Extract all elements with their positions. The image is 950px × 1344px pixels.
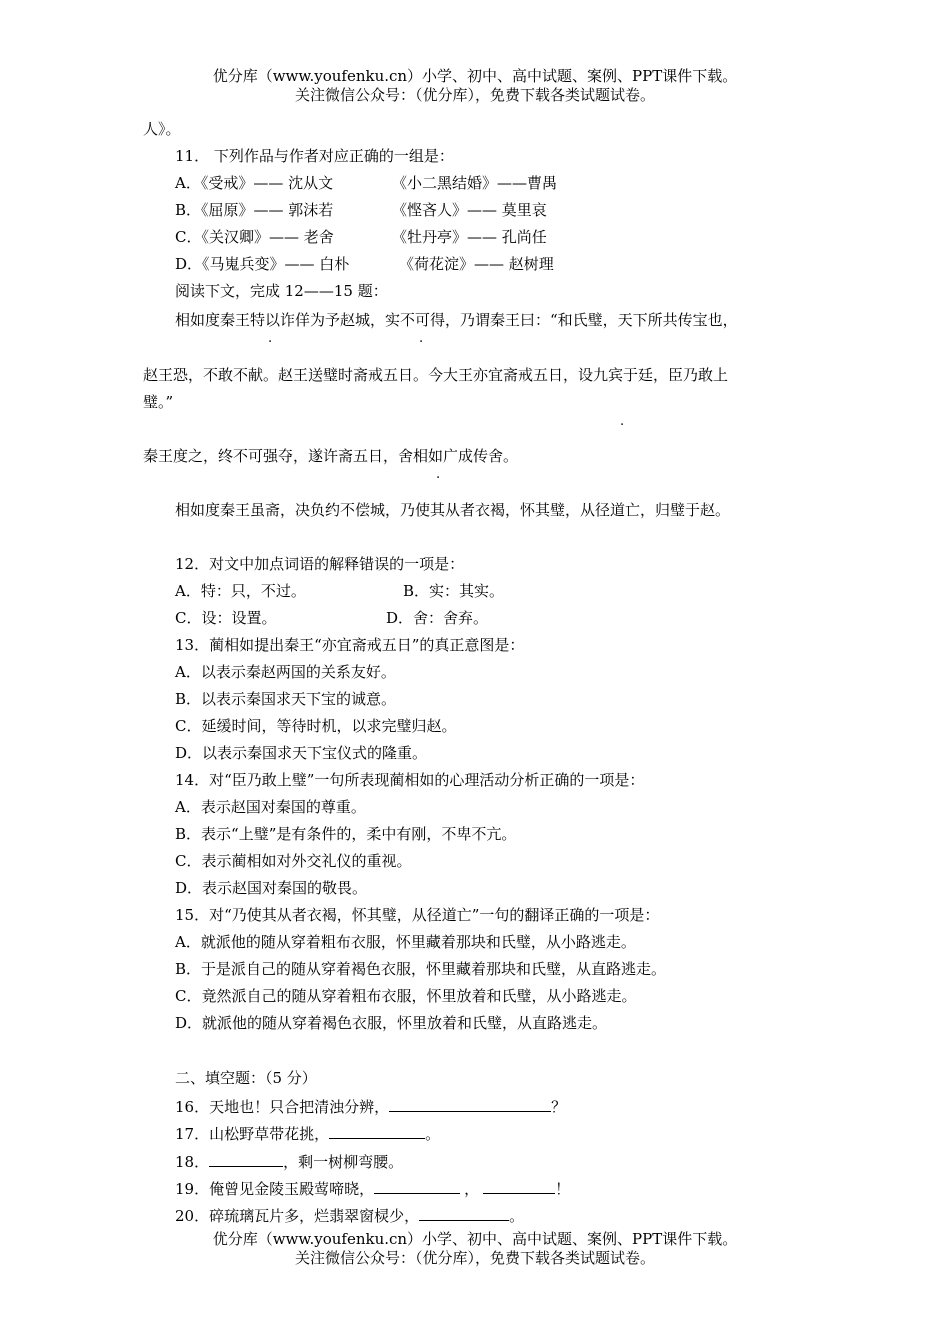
q13-option-c: C．延缓时间，等待时机，以求完璧归赵。 bbox=[175, 717, 457, 735]
q11-option-c: C．《关汉卿》—— 老舍 bbox=[175, 228, 334, 246]
q18-text: 18． bbox=[175, 1153, 210, 1171]
q13-option-a: A．以表示秦赵两国的关系友好。 bbox=[175, 663, 396, 681]
reading-paragraph-2: 秦王度之，终不可强夺，遂许斋五日，舍相如广成传舍。 bbox=[143, 447, 519, 465]
q12-option-b: B．实：其实。 bbox=[403, 582, 505, 600]
q20-line bbox=[175, 1204, 524, 1226]
q16-text: 16．天地也！只合把清浊分辨， bbox=[175, 1098, 390, 1116]
header-line-2: 关注微信公众号：（优分库），免费下载各类试题试卷。 bbox=[294, 86, 655, 104]
q15-option-b: B．于是派自己的随从穿着褐色衣服，怀里藏着那块和氏璧，从直路逃走。 bbox=[175, 960, 667, 978]
emphasis-dot: . bbox=[419, 331, 424, 346]
q13-option-b: B．以表示秦国求天下宝的诚意。 bbox=[175, 690, 397, 708]
section-2-title: 二、填空题：（5 分） bbox=[175, 1069, 317, 1087]
footer-line-2: 关注微信公众号：（优分库），免费下载各类试题试卷。 bbox=[294, 1249, 655, 1267]
q11-option-c-pair: 《牡丹亭》—— 孔尚任 bbox=[392, 228, 547, 246]
q12-stem: 12．对文中加点词语的解释错误的一项是： bbox=[175, 555, 465, 573]
emphasis-dot: . bbox=[268, 331, 273, 346]
q15-option-d: D．就派他的随从穿着褐色衣服，怀里放着和氏璧，从直路逃走。 bbox=[175, 1014, 608, 1032]
q11-option-a-pair: 《小二黑结婚》——曹禺 bbox=[392, 174, 558, 192]
q16-end: ？ bbox=[551, 1098, 567, 1116]
q13-option-d: D．以表示秦国求天下宝仪式的隆重。 bbox=[175, 744, 428, 762]
reading-paragraph-3: 相如度秦王虽斋，决负约不偿城，乃使其从者衣褐，怀其璧，从径道亡，归璧于赵。 bbox=[175, 501, 731, 519]
q20-end: 。 bbox=[509, 1207, 525, 1225]
q15-option-a: A．就派他的随从穿着粗布衣服，怀里藏着那块和氏璧，从小路逃走。 bbox=[175, 933, 636, 951]
q19-end: ！ bbox=[555, 1180, 571, 1198]
q16-line bbox=[175, 1095, 566, 1117]
q11-option-d-pair: 《荷花淀》—— 赵树理 bbox=[399, 255, 554, 273]
q12-option-d: D．舍：舍弃。 bbox=[386, 609, 489, 627]
q11-option-b: B．《屈原》—— 郭沫若 bbox=[175, 201, 334, 219]
q20-text: 20．碎琉璃瓦片多，烂翡翠窗棂少， bbox=[175, 1207, 420, 1225]
q13-stem: 13．蔺相如提出秦王“亦宜斋戒五日”的真正意图是： bbox=[175, 636, 525, 654]
q17-line bbox=[175, 1122, 440, 1144]
q11-stem: 11． 下列作品与作者对应正确的一组是： bbox=[175, 147, 454, 165]
q16-answer-blank[interactable] bbox=[389, 1095, 551, 1112]
q11-option-a: A．《受戒》—— 沈从文 bbox=[175, 174, 334, 192]
emphasis-dot: . bbox=[620, 414, 625, 429]
reading-paragraph-1-cont: 赵王恐，不敢不献。赵王送璧时斋戒五日。今大王亦宜斋戒五日，设九宾于廷，臣乃敢上 bbox=[143, 366, 729, 384]
reading-intro: 阅读下文，完成 12——15 题： bbox=[175, 282, 388, 300]
q19-line bbox=[175, 1177, 570, 1199]
q18-end: ，剩一树柳弯腰。 bbox=[283, 1153, 404, 1171]
q14-option-d: D．表示赵国对秦国的敬畏。 bbox=[175, 879, 368, 897]
emphasis-dot: . bbox=[436, 467, 441, 482]
q14-option-a: A．表示赵国对秦国的尊重。 bbox=[175, 798, 366, 816]
q12-option-c: C．设：设置。 bbox=[175, 609, 277, 627]
q17-text: 17．山松野草带花挑， bbox=[175, 1125, 330, 1143]
q19-text: 19．俺曾见金陵玉殿莺啼晓， bbox=[175, 1180, 375, 1198]
header-line-1: 优分库（www.youfenku.cn）小学、初中、高中试题、案例、PPT课件下载。 bbox=[212, 67, 738, 85]
q20-answer-blank[interactable] bbox=[419, 1204, 509, 1221]
q11-option-d: D．《马嵬兵变》—— 白朴 bbox=[175, 255, 350, 273]
q15-stem: 15．对“乃使其从者衣褐，怀其璧，从径道亡”一句的翻译正确的一项是： bbox=[175, 906, 660, 924]
q14-option-b: B．表示“上璧”是有条件的，柔中有刚，不卑不亢。 bbox=[175, 825, 517, 843]
q18-answer-blank[interactable] bbox=[209, 1150, 283, 1167]
q18-line bbox=[175, 1150, 403, 1172]
q14-option-c: C．表示蔺相如对外交礼仪的重视。 bbox=[175, 852, 412, 870]
footer-line-1: 优分库（www.youfenku.cn）小学、初中、高中试题、案例、PPT课件下载。 bbox=[212, 1230, 738, 1248]
q11-option-b-pair: 《悭吝人》—— 莫里哀 bbox=[392, 201, 547, 219]
q17-answer-blank[interactable] bbox=[329, 1122, 425, 1139]
q14-stem: 14．对“臣乃敢上璧”一句所表现蔺相如的心理活动分析正确的一项是： bbox=[175, 771, 645, 789]
q19-answer-blank-2[interactable] bbox=[483, 1177, 555, 1194]
q19-separator: ， bbox=[464, 1180, 480, 1198]
reading-paragraph-1: 相如度秦王特以诈佯为予赵城，实不可得，乃谓秦王曰：“和氏璧，天下所共传宝也， bbox=[175, 311, 738, 329]
intro-fragment: 人》。 bbox=[143, 120, 181, 138]
q15-option-c: C．竟然派自己的随从穿着粗布衣服，怀里放着和氏璧，从小路逃走。 bbox=[175, 987, 637, 1005]
page-footer bbox=[0, 1230, 950, 1268]
q12-option-a: A．特：只，不过。 bbox=[175, 582, 306, 600]
reading-paragraph-1-end: 璧。” bbox=[143, 393, 174, 411]
q17-end: 。 bbox=[425, 1125, 441, 1143]
page-header bbox=[0, 67, 950, 105]
q19-answer-blank-1[interactable] bbox=[374, 1177, 460, 1194]
